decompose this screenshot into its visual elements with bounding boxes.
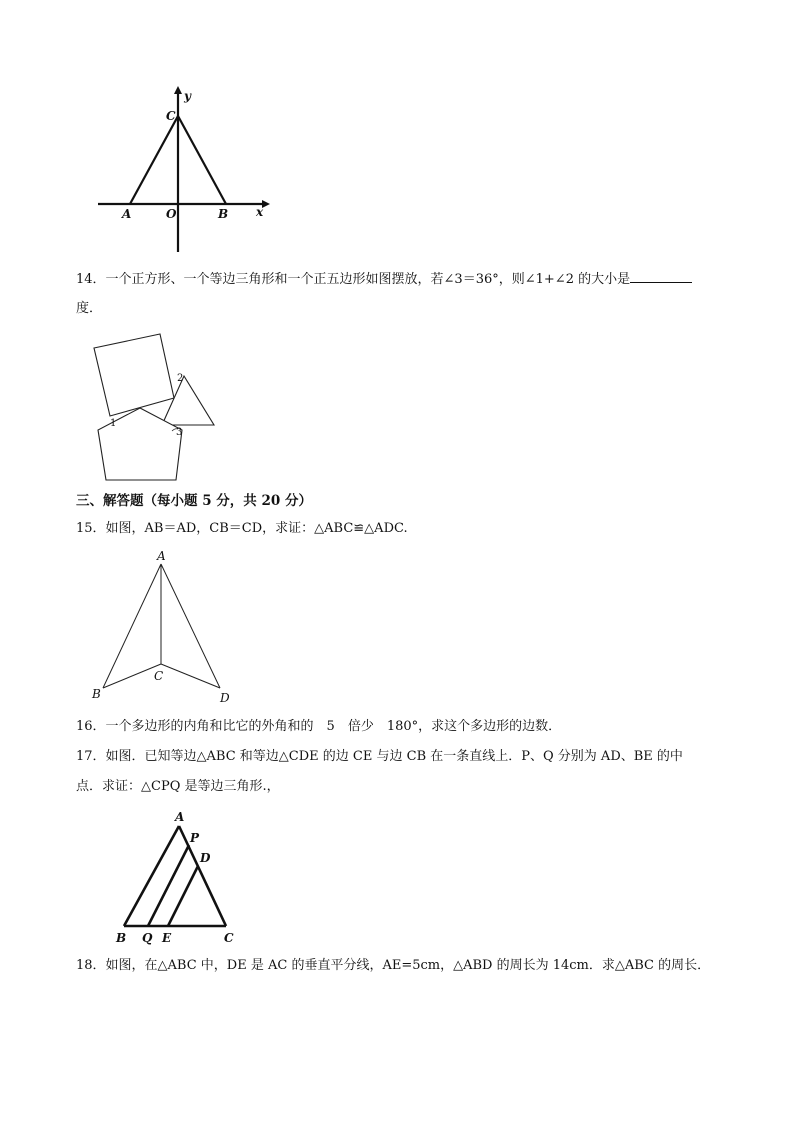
- x-axis-arrow-icon: [262, 200, 270, 208]
- angle-label-3: 3: [176, 427, 183, 438]
- label-a: A: [157, 549, 166, 563]
- label-x: x: [256, 205, 264, 219]
- segment-ac: [130, 116, 178, 204]
- segment-bc: [103, 664, 164, 688]
- angle-label-2: 2: [177, 373, 184, 384]
- question-18: 18．如图，在△ABC 中，DE 是 AC 的垂直平分线，AE=5cm，△ABD 的周长为 14cm．求△ABC 的周长．: [76, 958, 711, 973]
- question-15: 15．如图，AB＝AD，CB＝CD，求证：△ABC≌△ADC.: [76, 521, 408, 536]
- segment-ab: [103, 564, 164, 688]
- label-o: O: [166, 207, 177, 221]
- figure-q14-shapes: [88, 328, 228, 488]
- label-y: y: [184, 89, 191, 103]
- section-heading: 三、解答题（每小题 5 分，共 20 分）: [76, 493, 312, 509]
- square-shape: [94, 334, 174, 416]
- angle-label-1: 1: [110, 418, 117, 429]
- answer-blank-14[interactable]: [630, 270, 692, 283]
- segment-cb: [178, 116, 226, 204]
- label-a: A: [175, 810, 185, 824]
- label-q: Q: [142, 931, 153, 945]
- label-c: C: [224, 931, 234, 945]
- label-a: A: [122, 207, 132, 221]
- label-b: B: [92, 687, 101, 701]
- label-b: B: [116, 931, 127, 945]
- question-14-text2: 度．: [76, 301, 103, 316]
- label-b: B: [218, 207, 229, 221]
- question-14-text: 14．一个正方形、一个等边三角形和一个正五边形如图摆放，若∠3＝36°，则∠1+∠2 的大小是: [76, 272, 631, 287]
- question-16: 16．一个多边形的内角和比它的外角和的 5 倍少 180°，求这个多边形的边数．: [76, 719, 562, 734]
- segment-cd: [161, 664, 220, 688]
- label-c: C: [154, 669, 164, 683]
- segment-qp: [148, 845, 189, 926]
- figure-q17-triangles: [112, 808, 242, 948]
- figure-q15-kite: [88, 548, 238, 708]
- segment-ac: [179, 826, 226, 926]
- segment-ab: [124, 826, 179, 926]
- segment-ad: [161, 564, 220, 688]
- figure-q13-coordinate-triangle: [90, 84, 280, 259]
- y-axis-arrow-icon: [174, 86, 182, 94]
- question-17: 17．如图．已知等边△ABC 和等边△CDE 的边 CE 与边 CB 在一条直线上．P、Q 分别为 AD、BE 的中: [76, 749, 683, 764]
- label-p: P: [190, 831, 200, 845]
- label-d: D: [200, 851, 211, 865]
- label-c: C: [166, 109, 176, 123]
- question-14-line2: [76, 300, 102, 318]
- label-e: E: [162, 931, 172, 945]
- question-17-line2: 点．求证：△CPQ 是等边三角形.，: [76, 779, 280, 794]
- question-14: [76, 270, 692, 289]
- label-d: D: [220, 691, 230, 705]
